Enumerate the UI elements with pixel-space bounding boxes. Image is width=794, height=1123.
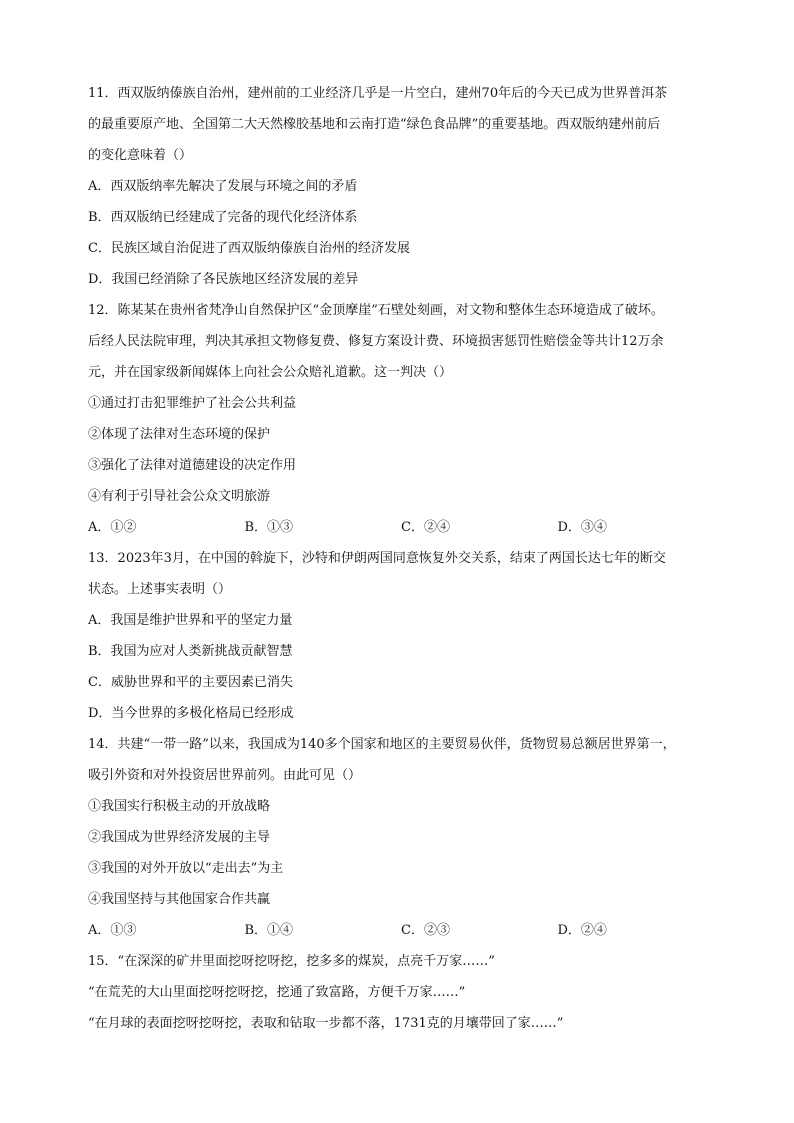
q13-stem-line-1: 13．2023年3月，在中国的斡旋下，沙特和伊朗两国同意恢复外交关系，结束了两国长达七年的断交 [88, 551, 666, 566]
q11-option-d: D．我国已经消除了各民族地区经济发展的差异 [88, 272, 359, 287]
q12-statement-4: ④有利于引导社会公众文明旅游 [88, 489, 271, 504]
q11-option-a: A．西双版纳率先解决了发展与环境之间的矛盾 [88, 179, 358, 194]
q14-stem-line-1: 14．共建“一带一路”以来，我国成为140多个国家和地区的主要贸易伙伴，货物贸易总额居世界第一， [88, 737, 676, 752]
q12-option-d: D．③④ [557, 520, 607, 535]
q14-option-c: C．②③ [401, 923, 450, 938]
question-15 [88, 946, 714, 1039]
q12-option-a: A．①② [88, 520, 137, 535]
q14-options [88, 915, 714, 946]
q11-option-b: B．西双版纳已经建成了完备的现代化经济体系 [88, 210, 358, 225]
q14-statement-1: ①我国实行积极主动的开放战略 [88, 799, 271, 814]
question-14 [88, 729, 714, 946]
question-11 [88, 78, 714, 295]
q12-stem-line-2: 后经人民法院审理，判决其承担文物修复费、修复方案设计费、环境损害惩罚性赔偿金等共计12万余 [88, 334, 664, 349]
q13-option-c: C．威胁世界和平的主要因素已消失 [88, 675, 293, 690]
q11-stem-line-1: 11．西双版纳傣族自治州，建州前的工业经济几乎是一片空白，建州70年后的今天已成为世界普洱茶 [88, 86, 668, 101]
question-12 [88, 295, 714, 543]
q11-stem-line-3: 的变化意味着（） [88, 148, 193, 163]
q14-statement-3: ③我国的对外开放以“走出去”为主 [88, 861, 284, 876]
q13-stem-line-2: 状态。上述事实表明（） [88, 582, 232, 597]
q12-statement-1: ①通过打击犯罪维护了社会公共利益 [88, 396, 297, 411]
question-13 [88, 543, 714, 729]
q15-stem-line-3: “在月球的表面挖呀挖呀挖，表取和钻取一步都不落，1731克的月壤带回了家……” [88, 1016, 564, 1031]
q14-option-b: B．①④ [244, 923, 294, 938]
q14-statement-2: ②我国成为世界经济发展的主导 [88, 830, 271, 845]
q12-stem-line-1: 12．陈某某在贵州省梵净山自然保护区“金顶摩崖”石壁处刻画，对文物和整体生态环境造成了破坏。 [88, 303, 664, 318]
q15-stem-line-2: “在荒芜的大山里面挖呀挖呀挖，挖通了致富路，方便千万家……” [88, 985, 466, 1000]
q15-stem-line-1: 15．“在深深的矿井里面挖呀挖呀挖，挖多多的煤炭，点亮千万家……” [88, 954, 495, 969]
q14-statement-4: ④我国坚持与其他国家合作共赢 [88, 892, 271, 907]
q12-options [88, 512, 714, 543]
q13-option-b: B．我国为应对人类新挑战贡献智慧 [88, 644, 293, 659]
q13-option-a: A．我国是维护世界和平的坚定力量 [88, 613, 293, 628]
q14-stem-line-2: 吸引外资和对外投资居世界前列。由此可见（） [88, 768, 362, 783]
q12-statement-3: ③强化了法律对道德建设的决定作用 [88, 458, 297, 473]
q13-option-d: D．当今世界的多极化格局已经形成 [88, 706, 294, 721]
q11-option-c: C．民族区域自治促进了西双版纳傣族自治州的经济发展 [88, 241, 410, 256]
q11-stem-line-2: 的最重要原产地、全国第二大天然橡胶基地和云南打造“绿色食品牌”的重要基地。西双版纳建州前后 [88, 117, 661, 132]
q12-option-c: C．②④ [401, 520, 450, 535]
q14-option-d: D．②④ [557, 923, 607, 938]
q12-statement-2: ②体现了法律对生态环境的保护 [88, 427, 271, 442]
q14-option-a: A．①③ [88, 923, 137, 938]
q12-stem-line-3: 元，并在国家级新闻媒体上向社会公众赔礼道歉。这一判决（） [88, 365, 453, 380]
q12-option-b: B．①③ [244, 520, 294, 535]
